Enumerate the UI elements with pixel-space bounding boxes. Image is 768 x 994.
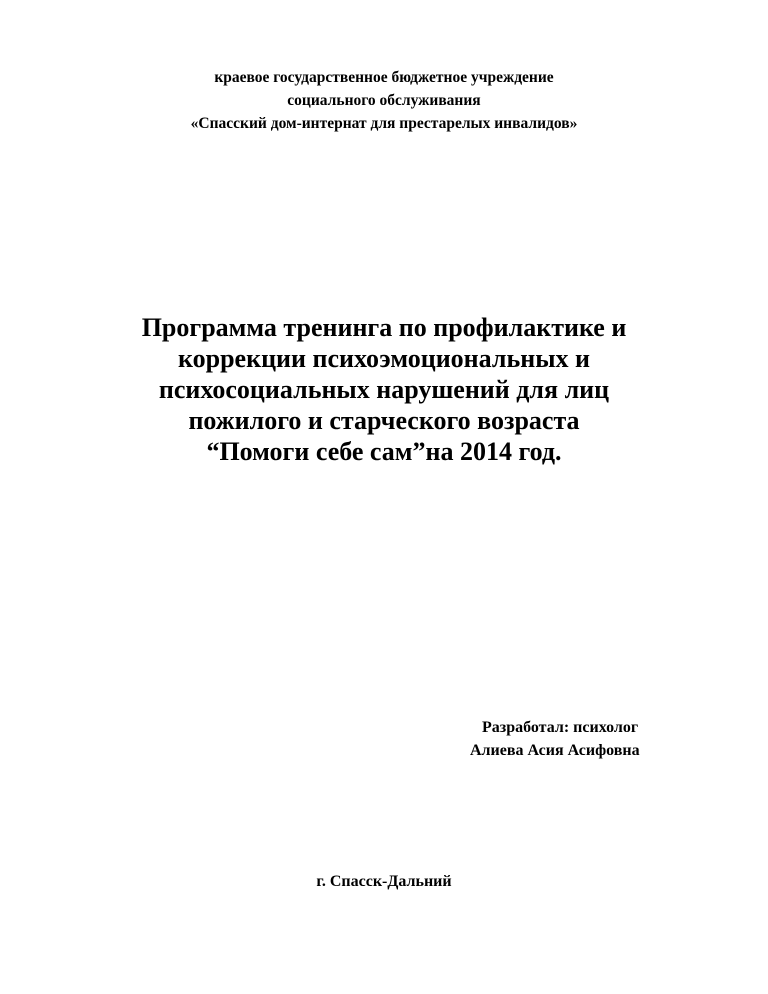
program-title-line-4: пожилого и старческого возраста	[188, 406, 580, 435]
author-block	[470, 716, 670, 762]
program-title-line-2: коррекции психоэмоциональных и	[178, 344, 590, 373]
institution-header-line-3: «Спасский дом-интернат для престарелых инвалидов»	[190, 115, 578, 132]
city-label: г. Спасск-Дальний	[316, 873, 452, 890]
author-name: Алиева Асия Асифовна	[470, 742, 640, 759]
institution-header	[0, 66, 768, 135]
author-role: Разработал: психолог	[482, 719, 639, 736]
program-title	[0, 312, 768, 467]
program-title-line-3: психосоциальных нарушений для лиц	[158, 375, 610, 404]
institution-header-line-2: социального обслуживания	[287, 92, 481, 109]
program-title-line-1: Программа тренинга по профилактике и	[141, 313, 627, 342]
institution-header-line-1: краевое государственное бюджетное учреждение	[214, 69, 554, 86]
program-title-line-5: “Помоги себе сам”на 2014 год.	[206, 437, 562, 466]
